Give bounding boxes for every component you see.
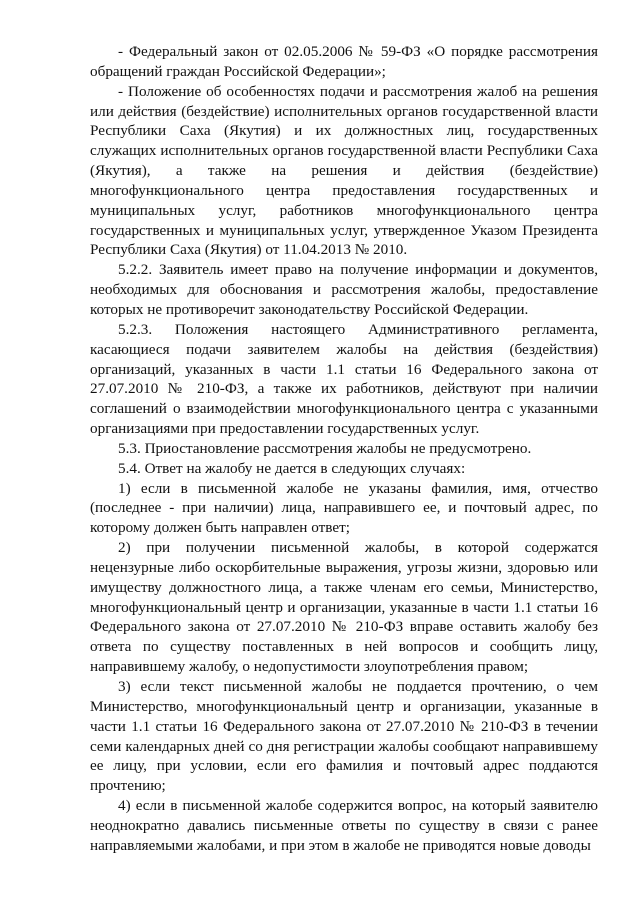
- section-5-3: 5.3. Приостановление рассмотрения жалобы не предусмотрено.: [118, 439, 532, 457]
- section-5-2-3: 5.2.3. Положения настоящего Административного регламента, касающиеся подачи заявителем жалобы на действия (бездействия) организаций, указанных в части 1.1 статьи 16 Федерального закона от 27.07.2010 № 210-ФЗ, а также их работников, действуют при наличии соглашений о взаимодействии многофункционального центра с указанными организациями при предоставлении государственных услуг.: [90, 320, 598, 438]
- document-body: [90, 42, 598, 856]
- regulation-item: - Положение об особенностях подачи и рассмотрения жалоб на решения или действия (бездействие) исполнительных органов государственной власти Республики Саха (Якутия) и их должностных лиц, государственных служащих исполнительных органов государственной власти Республики Саха (Якутия), а также на решения и действия (бездействие) многофункционального центра предоставления государственных и муниципальных услуг, работников многофункционального центра государственных и муниципальных услуг, утвержденное Указом Президента Республики Саха (Якутия) от 11.04.2013 № 2010.: [90, 82, 598, 259]
- case-3: 3) если текст письменной жалобы не поддается прочтению, о чем Министерство, многофункциональный центр и организации, указанные в части 1.1 статьи 16 Федерального закона от 27.07.2010 № 210-ФЗ в течении семи календарных дней со дня регистрации жалобы сообщают направившему ее лицу, при условии, если его фамилия и почтовый адрес поддаются прочтению;: [90, 678, 598, 795]
- section-5-2-2: 5.2.2. Заявитель имеет право на получение информации и документов, необходимых для обоснования и рассмотрения жалобы, предоставление которых не противоречит законодательству Российской Федерации.: [90, 261, 598, 318]
- law-59fz-item: - Федеральный закон от 02.05.2006 № 59-ФЗ «О порядке рассмотрения обращений граждан Российской Федерации»;: [90, 43, 598, 80]
- section-5-4: 5.4. Ответ на жалобу не дается в следующих случаях:: [118, 459, 466, 477]
- case-4: 4) если в письменной жалобе содержится вопрос, на который заявителю неоднократно давались письменные ответы по существу в связи с ранее направляемыми жалобами, и при этом в жалобе не приводятся новые доводы: [90, 797, 598, 854]
- case-2: 2) при получении письменной жалобы, в которой содержатся нецензурные либо оскорбительные выражения, угрозы жизни, здоровью или имуществу должностного лица, а также членам его семьи, Министерство, многофункциональный центр и организации, указанные в части 1.1 статьи 16 Федерального закона от 27.07.2010 № 210-ФЗ вправе оставить жалобу без ответа по существу поставленных в ней вопросов и сообщить лицу, направившему жалобу, о недопустимости злоупотребления правом;: [90, 539, 598, 676]
- case-1: 1) если в письменной жалобе не указаны фамилия, имя, отчество (последнее - при наличии) лица, направившего ее, и почтовый адрес, по которому должен быть направлен ответ;: [90, 479, 598, 537]
